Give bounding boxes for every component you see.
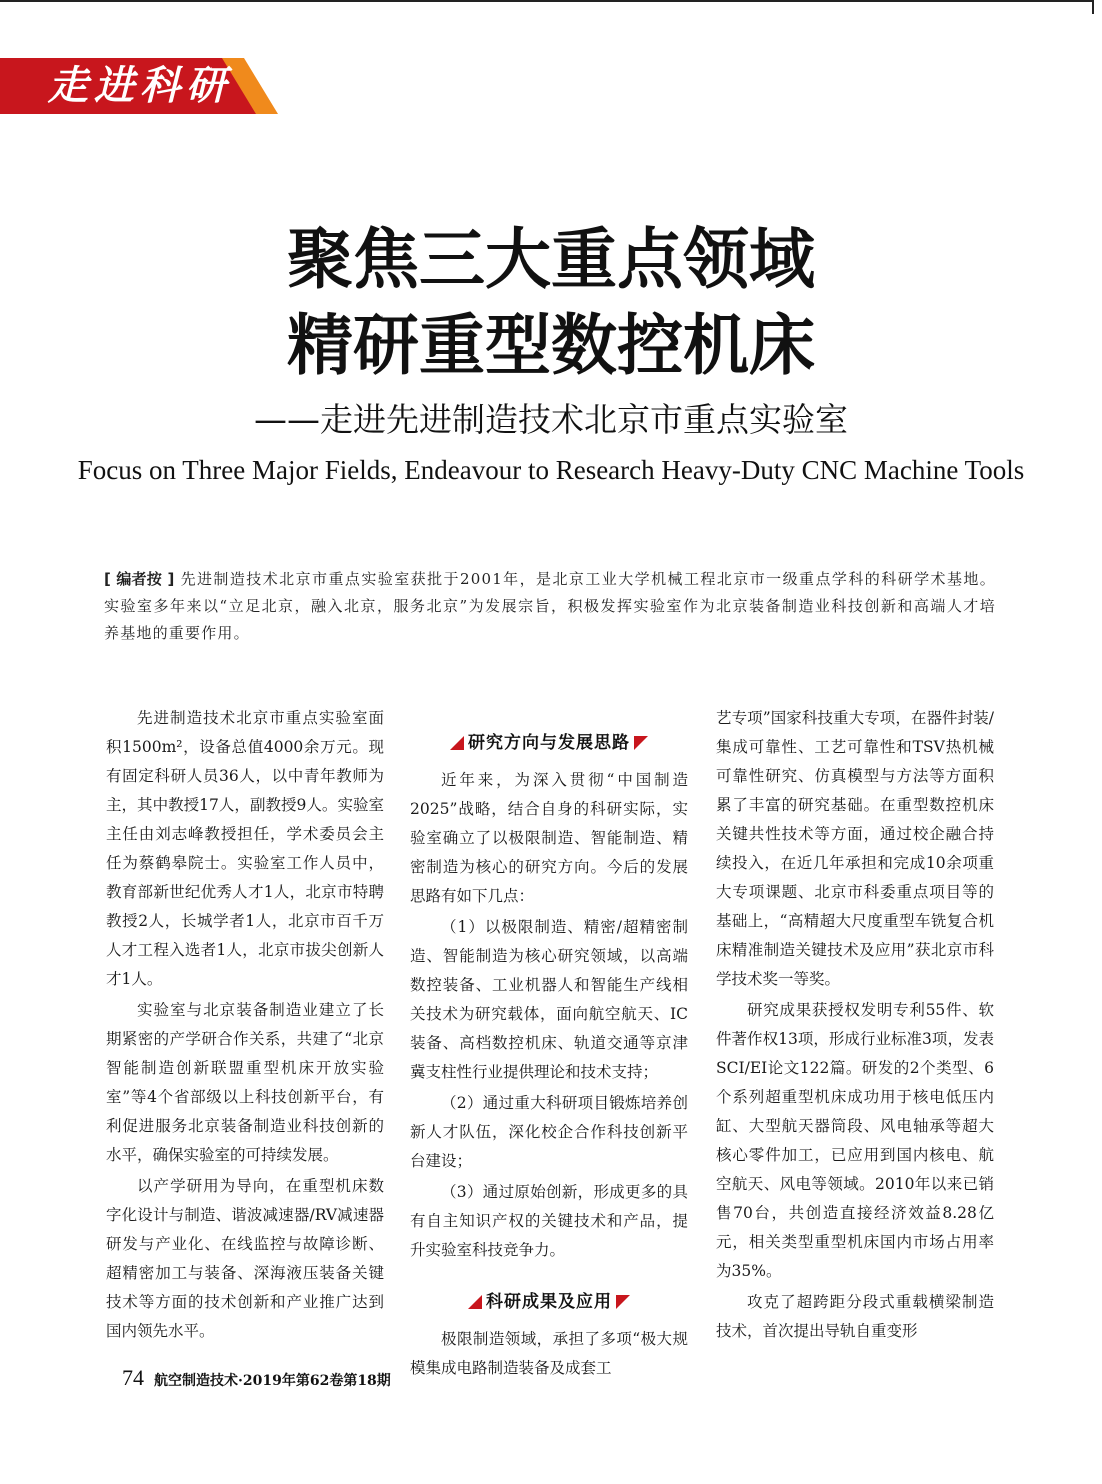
top-rule: [0, 0, 1094, 2]
column-2-paragraph: 极限制造领域，承担了多项“极大规模集成电路制造装备及成套工: [410, 1330, 688, 1377]
editor-note-text: 先进制造技术北京市重点实验室获批于2001年，是北京工业大学机械工程北京市一级重点学科的科研学术基地。实验室多年来以“立足北京，融入北京，服务北京”为发展宗旨，积极发挥实验室作为北京装备制造业科技创新和高端人才培养基地的重要作用。: [104, 570, 997, 642]
title-line-1: 聚焦三大重点领域: [287, 221, 815, 298]
column-3: [716, 704, 994, 1348]
column-3-paragraph: 艺专项”国家科技重大专项，在器件封装/集成可靠性、工艺可靠性和TSV热机械可靠性研究、仿真模型与方法等方面积累了丰富的研究基础。在重型数控机床关键共性技术等方面，通过校企融合持续投入，在近几年承担和完成10余项重大专项课题、北京市科委重点项目等的基础上，“高精超大尺度重型车铣复合机床精准制造关键技术及应用”获北京市科学技术奖一等奖。: [716, 709, 994, 988]
english-title: Focus on Three Major Fields, Endeavour to Research Heavy-Duty CNC Machine Tools: [77, 455, 1025, 485]
page-footer: [122, 1365, 391, 1393]
title-line-2: 精研重型数控机床: [287, 307, 815, 384]
page-number: 74: [122, 1365, 144, 1390]
heading-right-triangle-icon: [616, 1295, 630, 1309]
section-banner: [0, 58, 278, 114]
corner-rule: [1092, 0, 1094, 14]
heading-right-triangle-icon: [634, 736, 648, 750]
column-2: [410, 704, 688, 1385]
banner-label: 走进科研: [48, 62, 232, 109]
subtitle: ——走进先进制造技术北京市重点实验室: [254, 400, 848, 439]
column-1-paragraph: 实验室与北京装备制造业建立了长期紧密的产学研合作关系，共建了“北京智能制造创新联盟重型机床开放实验室”等4个省部级以上科技创新平台，有利促进服务北京装备制造业科技创新的水平，确保实验室的可持续发展。: [106, 1001, 384, 1164]
heading-left-triangle-icon: [450, 736, 464, 750]
section-heading-text: 研究方向与发展思路: [468, 732, 630, 753]
journal-name: 航空制造技术·2019年第62卷第18期: [154, 1373, 391, 1389]
column-1-paragraph: 先进制造技术北京市重点实验室面积1500m²，设备总值4000余万元。现有固定科研人员36人，以中青年教师为主，其中教授17人，副教授9人。实验室主任由刘志峰教授担任，学术委员会主任为蔡鹤皋院士。实验室工作人员中，教育部新世纪优秀人才1人，北京市特聘教授2人，长城学者1人，北京市百千万人才工程入选者1人，北京市拔尖创新人才1人。: [106, 709, 384, 988]
column-2-paragraph: （3）通过原始创新，形成更多的具有自主知识产权的关键技术和产品，提升实验室科技竞争力。: [410, 1183, 688, 1259]
editor-note-label: [ 编者按 ]: [104, 570, 175, 588]
section-heading-text: 科研成果及应用: [486, 1291, 612, 1312]
section-heading-achievements: [410, 1287, 688, 1317]
column-1-paragraph: 以产学研用为导向，在重型机床数字化设计与制造、谐波减速器/RV减速器研发与产业化、在线监控与故障诊断、超精密加工与装备、深海液压装备关键技术等方面的技术创新和产业推广达到国内领先水平。: [106, 1177, 384, 1340]
heading-left-triangle-icon: [468, 1295, 482, 1309]
section-heading-research-direction: [410, 728, 688, 758]
column-2-paragraph: （2）通过重大科研项目锻炼培养创新人才队伍，深化校企合作科技创新平台建设；: [410, 1094, 688, 1170]
column-3-paragraph: 研究成果获授权发明专利55件、软件著作权13项，形成行业标准3项，发表SCI/EI论文122篇。研发的2个类型、6个系列超重型机床成功用于核电低压内缸、大型航天器筒段、风电轴承等超大核心零件加工，已应用到国内核电、航空航天、风电等领域。2010年以来已销售70台，共创造直接经济效益8.28亿元，相关类型重型机床国内市场占用率为35%。: [716, 1001, 994, 1280]
column-2-paragraph: 近年来，为深入贯彻“中国制造2025”战略，结合自身的科研实际，实验室确立了以极限制造、智能制造、精密制造为核心的研究方向。今后的发展思路有如下几点：: [410, 771, 688, 905]
editor-note: [104, 566, 996, 647]
column-1: [106, 704, 384, 1348]
column-3-paragraph: 攻克了超跨距分段式重载横梁制造技术，首次提出导轨自重变形: [716, 1293, 994, 1340]
column-2-paragraph: （1）以极限制造、精密/超精密制造、智能制造为核心研究领域，以高端数控装备、工业机器人和智能生产线相关技术为研究载体，面向航空航天、IC装备、高档数控机床、轨道交通等京津冀支柱性行业提供理论和技术支持；: [410, 918, 688, 1081]
